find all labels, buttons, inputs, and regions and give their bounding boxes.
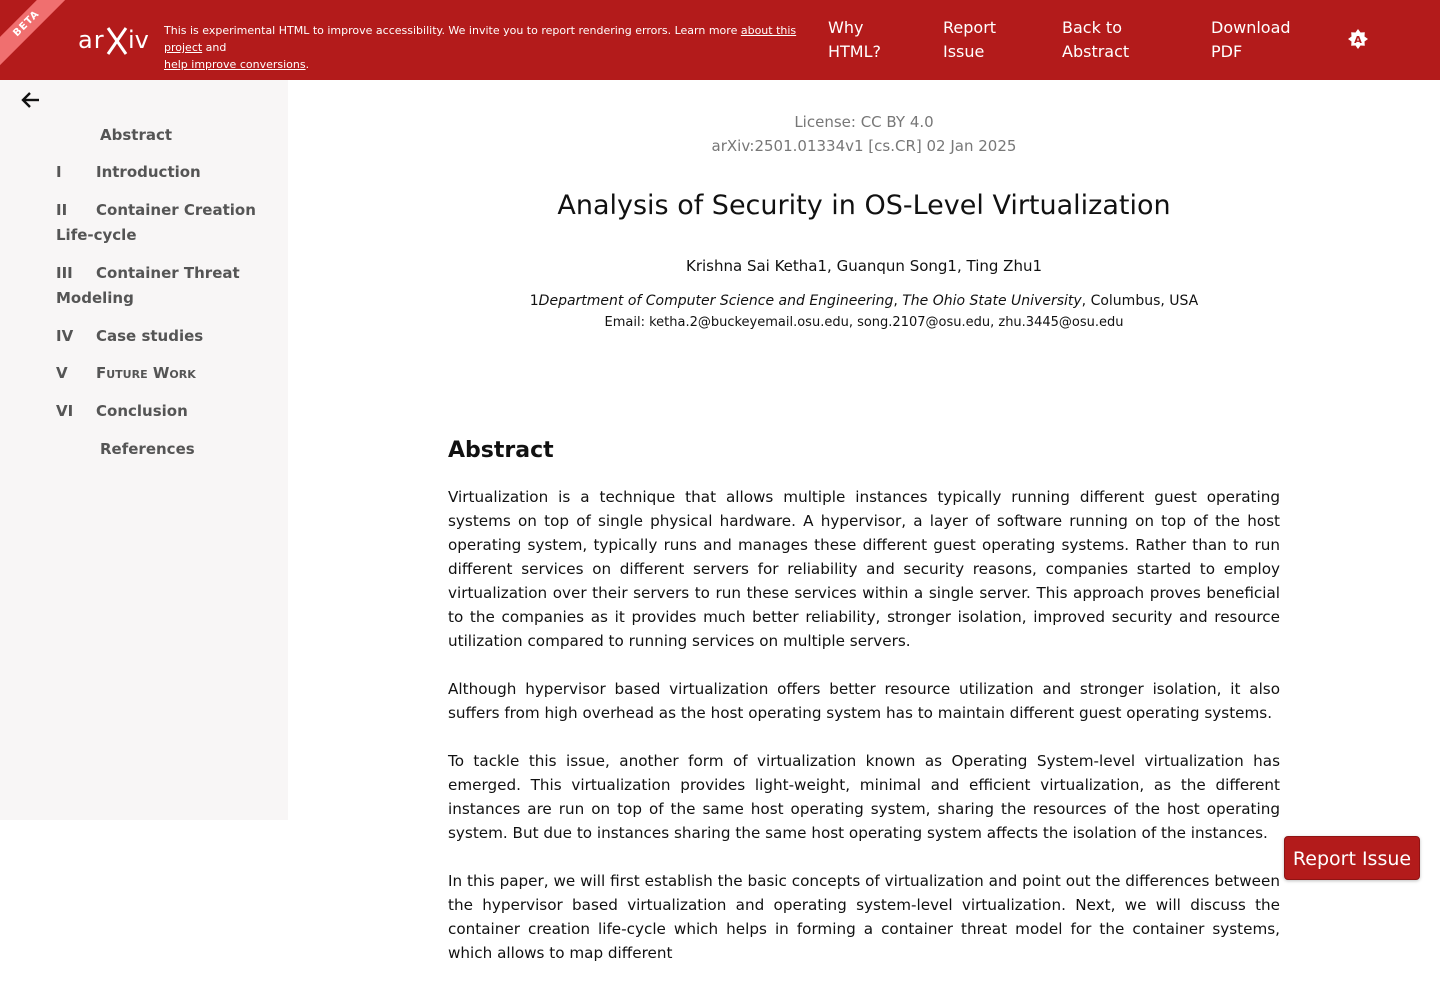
svg-text:ar: ar (78, 26, 105, 54)
arxiv-logo[interactable] (78, 22, 152, 58)
nav-download-pdf[interactable]: Download PDF (1211, 18, 1291, 61)
affiliation-univ: The Ohio State University (902, 293, 1082, 309)
toc-label: Container Creation Life-cycle (56, 201, 256, 244)
affiliation-dept: Department of Computer Science and Engineering (538, 293, 894, 309)
affiliation-location: Columbus, USA (1090, 293, 1199, 309)
toc-item-container-creation[interactable] (56, 198, 256, 248)
beta-ribbon: BETA (0, 0, 73, 70)
toc-label: Introduction (96, 163, 201, 181)
nav-back-to-abstract[interactable]: Back to Abstract (1062, 18, 1130, 61)
abstract-body (448, 485, 1280, 989)
html-notice (164, 22, 809, 73)
abstract-paragraph: In this paper, we will first establish the basic concepts of virtualization and point out the differences between the hypervisor based virtualization and operating system-level virtualization. Next, we will discuss the container creation life-cycle which helps in forming a container threat model for the container systems, which allows to map different (448, 872, 1280, 962)
abstract-paragraph: Virtualization is a technique that allows multiple instances typically running different guest operating systems on top of single physical hardware. A hypervisor, a layer of software running on top of the host operating system, typically runs and manages these different guest operating systems. Rather than to run different services on different servers for reliability and security reasons, companies started to employ virtualization over their servers to run these services within a single server. This approach proves beneficial to the companies as it provides much better reliability, stronger isolation, improved security and resource utilization compared to running services on multiple servers. (448, 488, 1280, 650)
paper-affiliation: 1Department of Computer Science and Engineering, The Ohio State University, Columbus, USA (529, 293, 1199, 309)
toc-item-conclusion[interactable] (56, 399, 256, 424)
toc-label: Container Threat Modeling (56, 264, 240, 307)
toc-item-threat-modeling[interactable] (56, 261, 256, 311)
toc-item-abstract[interactable] (100, 123, 300, 148)
paper-authors: Krishna Sai Ketha1, Guanqun Song1, Ting Zhu1 (685, 257, 1043, 275)
toc-label: Abstract (100, 126, 173, 144)
paper-title: Analysis of Security in OS-Level Virtualization (557, 190, 1171, 221)
paper-emails: Email: ketha.2@buckeyemail.osu.edu, song.2107@osu.edu, zhu.3445@osu.edu (604, 315, 1124, 330)
toc-label: Future Work (96, 364, 196, 382)
toc-item-future-work[interactable] (56, 361, 256, 386)
collapse-toc-arrow-icon[interactable] (20, 90, 42, 110)
toc-number: IV (56, 327, 74, 345)
help-conversions-link[interactable]: help improve conversions (164, 58, 306, 71)
affiliation-marker: 1 (529, 293, 539, 309)
about-project-link[interactable]: about this project (164, 24, 797, 54)
nav-report-issue[interactable]: Report Issue (943, 18, 997, 61)
toc-sidebar (0, 80, 288, 820)
nav-why-html[interactable]: Why HTML? (828, 18, 882, 61)
toc-number: III (56, 264, 73, 282)
toc-number: II (56, 201, 68, 219)
theme-toggle-icon[interactable] (1347, 28, 1369, 50)
notice-suffix: . (305, 58, 310, 71)
notice-prefix: This is experimental HTML to improve accessibility. We invite you to report rendering errors. Learn more (164, 24, 741, 37)
toc-item-references[interactable] (100, 437, 300, 462)
svg-text:iv: iv (128, 26, 149, 54)
toc-number: VI (56, 402, 74, 420)
toc-item-introduction[interactable] (56, 160, 256, 185)
toc-label: Case studies (96, 327, 204, 345)
site-header (0, 0, 1440, 80)
license-text: License: CC BY 4.0 (794, 113, 934, 131)
toc-label: Conclusion (96, 402, 188, 420)
paper-content (288, 80, 1440, 962)
abstract-heading: Abstract (448, 438, 554, 463)
abstract-paragraph: Although hypervisor based virtualization offers better resource utilization and stronger isolation, it also suffers from high overhead as the host operating system has to maintain different guest operating systems. (448, 680, 1280, 722)
svg-text:A: A (1354, 35, 1362, 46)
license-block (288, 110, 1440, 158)
notice-mid: and (202, 41, 227, 54)
toc-label: References (100, 440, 195, 458)
arxiv-id: arXiv:2501.01334v1 [cs.CR] 02 Jan 2025 (711, 137, 1017, 155)
toc-number: V (56, 364, 68, 382)
abstract-paragraph: To tackle this issue, another form of virtualization known as Operating System-level virtualization has emerged. This virtualization provides light-weight, minimal and efficient virtualization, as the different instances are run on top of the same host operating system, sharing the resources of the host operating system. But due to instances sharing the same host operating system affects the isolation of the instances. (448, 752, 1280, 842)
toc-item-case-studies[interactable] (56, 324, 256, 349)
report-issue-button[interactable]: Report Issue (1284, 836, 1420, 880)
toc-number: I (56, 163, 62, 181)
